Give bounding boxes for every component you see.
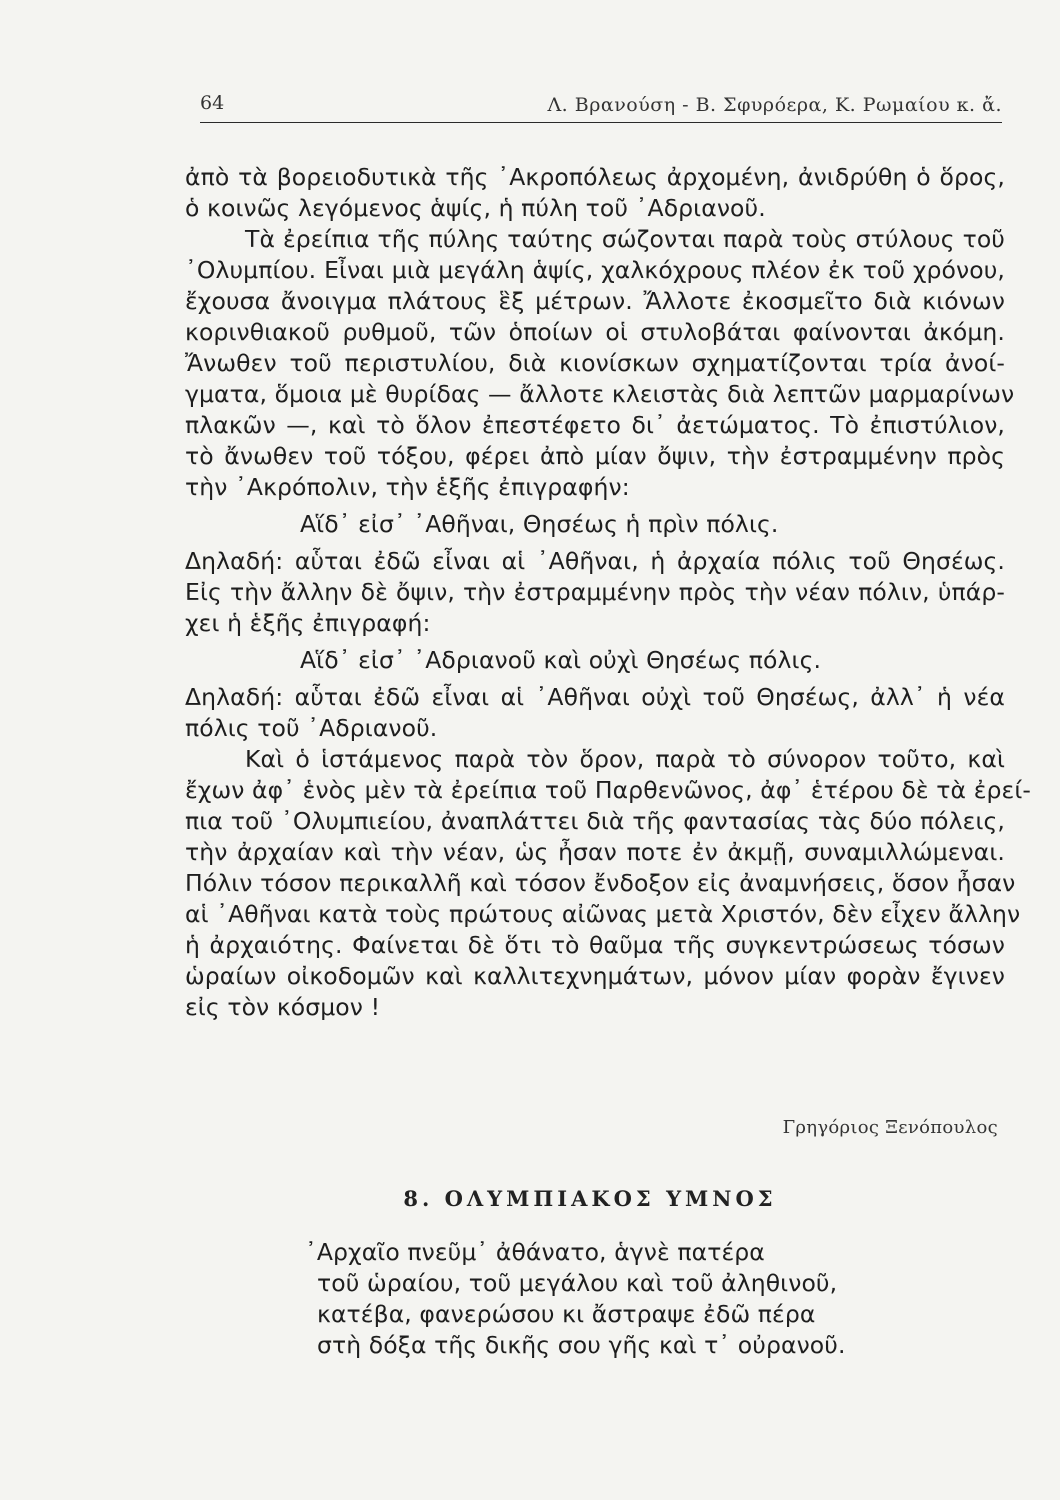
text-line: χει ἡ ἑξῆς ἐπιγραφή: bbox=[185, 609, 431, 637]
text-line: τὴν ᾿Ακρόπολιν, τὴν ἑξῆς ἐπιγραφήν: bbox=[185, 473, 630, 501]
poem-line: κατέβα, φανερώσου κι ἄστραψε ἐδῶ πέρα bbox=[317, 1300, 816, 1328]
text-line: κορινθιακοῦ ρυθμοῦ, τῶν ὁποίων οἱ στυλοβάται φαίνονται ἀκόμη. bbox=[185, 318, 1005, 346]
text-line: ἔχουσα ἄνοιγμα πλάτους ἓξ μέτρων. Ἄλλοτε ἐκοσμεῖτο διὰ κιόνων bbox=[185, 287, 1005, 315]
inscription-line: Αἵδ᾿ εἰσ᾿ ᾿Αθῆναι, Θησέως ἡ πρὶν πόλις. bbox=[300, 510, 779, 538]
text-line: γματα, ὅμοια μὲ θυρίδας — ἄλλοτε κλειστὰς διὰ λεπτῶν μαρμαρίνων bbox=[185, 380, 1015, 408]
text-line: ὁ κοινῶς λεγόμενος ἁψίς, ἡ πύλη τοῦ ᾿Αδριανοῦ. bbox=[185, 194, 766, 222]
page-number: 64 bbox=[200, 92, 225, 114]
text-line: τὴν ἀρχαίαν καὶ τὴν νέαν, ὡς ἦσαν ποτε ἐν ἀκμῇ, συναμιλλώμεναι. bbox=[185, 838, 1005, 866]
inscription-line: Αἵδ᾿ εἰσ᾿ ᾿Αδριανοῦ καὶ οὐχὶ Θησέως πόλις. bbox=[300, 646, 822, 674]
text-line: Δηλαδή: αὗται ἐδῶ εἶναι αἱ ᾿Αθῆναι οὐχὶ τοῦ Θησέως, ἀλλ᾿ ἡ νέα bbox=[185, 683, 1005, 711]
text-line: ἡ ἀρχαιότης. Φαίνεται δὲ ὅτι τὸ θαῦμα τῆς συγκεντρώσεως τόσων bbox=[185, 931, 1005, 959]
text-line: πόλις τοῦ ᾿Αδριανοῦ. bbox=[185, 714, 438, 742]
text-line: ὡραίων οἰκοδομῶν καὶ καλλιτεχνημάτων, μόνον μίαν φορὰν ἔγινεν bbox=[185, 962, 1005, 990]
text-line: Δηλαδή: αὗται ἐδῶ εἶναι αἱ ᾿Αθῆναι, ἡ ἀρχαία πόλις τοῦ Θησέως. bbox=[185, 547, 1005, 575]
text-line: εἰς τὸν κόσμον ! bbox=[185, 993, 381, 1021]
text-line: Καὶ ὁ ἱστάμενος παρὰ τὸν ὅρον, παρὰ τὸ σύνορον τοῦτο, καὶ bbox=[245, 745, 1005, 773]
text-line: Ἄνωθεν τοῦ περιστυλίου, διὰ κιονίσκων σχηματίζονται τρία ἀνοί- bbox=[185, 349, 1005, 377]
author-signature: Γρηγόριος Ξενόπουλος bbox=[782, 1117, 998, 1138]
text-line: Εἰς τὴν ἄλλην δὲ ὄψιν, τὴν ἐστραμμένην πρὸς τὴν νέαν πόλιν, ὑπάρ- bbox=[185, 578, 1005, 606]
text-line: ἔχων ἀφ᾿ ἑνὸς μὲν τὰ ἐρείπια τοῦ Παρθενῶνος, ἀφ᾿ ἑτέρου δὲ τὰ ἐρεί- bbox=[185, 776, 1031, 804]
text-line: Πόλιν τόσον περικαλλῆ καὶ τόσον ἔνδοξον εἰς ἀναμνήσεις, ὅσον ἦσαν bbox=[185, 869, 1016, 897]
text-line: πια τοῦ ᾿Ολυμπιείου, ἀναπλάττει διὰ τῆς φαντασίας τὰς δύο πόλεις, bbox=[185, 807, 1005, 835]
text-line: αἱ ᾿Αθῆναι κατὰ τοὺς πρώτους αἰῶνας μετὰ Χριστόν, δὲν εἶχεν ἄλλην bbox=[185, 900, 1021, 928]
text-line: ἀπὸ τὰ βορειοδυτικὰ τῆς ᾿Ακροπόλεως ἀρχομένη, ἀνιδρύθη ὁ ὅρος, bbox=[185, 163, 1005, 191]
text-line: Τὰ ἐρείπια τῆς πύλης ταύτης σώζονται παρὰ τοὺς στύλους τοῦ bbox=[245, 225, 1005, 253]
poem-stanza bbox=[305, 1237, 846, 1361]
text-line: ᾿Ολυμπίου. Εἶναι μιὰ μεγάλη ἁψίς, χαλκόχρους πλέον ἐκ τοῦ χρόνου, bbox=[185, 256, 1005, 284]
poem-line: ᾿Αρχαῖο πνεῦμ᾿ ἀθάνατο, ἁγνὲ πατέρα bbox=[305, 1238, 765, 1266]
text-line: τὸ ἄνωθεν τοῦ τόξου, φέρει ἀπὸ μίαν ὄψιν, τὴν ἐστραμμένην πρὸς bbox=[185, 442, 1005, 470]
prose-body bbox=[185, 162, 1031, 1023]
poem-line: στὴ δόξα τῆς δικῆς σου γῆς καὶ τ᾿ οὐρανοῦ. bbox=[317, 1331, 846, 1359]
header-authors: Λ. Βρανούση - Β. Σφυρόερα, Κ. Ρωμαίου κ. ἄ. bbox=[547, 94, 1002, 116]
running-header bbox=[200, 92, 1002, 123]
text-line: πλακῶν —, καὶ τὸ ὅλον ἐπεστέφετο δι᾿ ἀετώματος. Τὸ ἐπιστύλιον, bbox=[185, 411, 1005, 439]
poem-line: τοῦ ὡραίου, τοῦ μεγάλου καὶ τοῦ ἀληθινοῦ, bbox=[317, 1269, 838, 1297]
section-heading: 8. ΟΛΥΜΠΙΑΚΟΣ ΥΜΝΟΣ bbox=[403, 1186, 777, 1211]
